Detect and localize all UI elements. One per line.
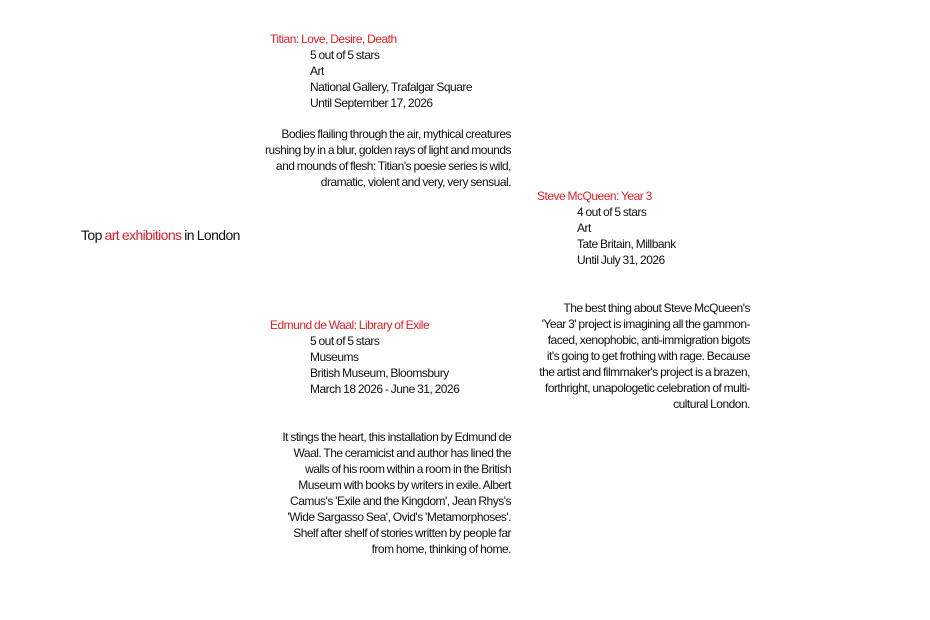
exhibition-rating: 4 out of 5 stars (577, 205, 647, 219)
exhibition-dates: March 18 2026 - June 31, 2026 (310, 382, 460, 396)
exhibition-description-de-waal: It stings the heart, this installation by Edmund de Waal. The ceramicist and author has lined the walls of his room within a room in the British Museum with books by writers in exile. Albert Camus's 'Exile and the Kingdom', Jean Rhys's 'Wide Sargasso Sea', Ovid's 'Metamorphoses'. Shelf after shelf of stories written by people far from home, thinking of home. (282, 430, 511, 556)
page-heading (81, 227, 240, 243)
exhibition-category: Art (310, 64, 324, 78)
exhibition-title-link[interactable]: Titian: Love, Desire, Death (270, 32, 397, 46)
exhibition-category: Museums (310, 350, 359, 364)
exhibition-card-mcqueen (537, 188, 676, 268)
exhibition-venue: British Museum, Bloomsbury (310, 366, 449, 380)
exhibition-description-mcqueen: The best thing about Steve McQueen's 'Year 3' project is imagining all the gammon-faced, xenophobic, anti-immigration bigots it's going to get frothing with rage. Because the artist and filmmaker's project is a brazen, forthright, unapologetic celebration of multi-cultural London. (539, 301, 750, 411)
exhibition-title-link[interactable]: Steve McQueen: Year 3 (537, 189, 652, 203)
exhibition-rating: 5 out of 5 stars (310, 334, 380, 348)
exhibition-venue: National Gallery, Trafalgar Square (310, 80, 473, 94)
art-exhibitions-link[interactable]: art exhibitions (104, 227, 182, 243)
exhibition-category: Art (577, 221, 591, 235)
exhibition-title-link[interactable]: Edmund de Waal: Library of Exile (270, 318, 430, 332)
exhibition-rating: 5 out of 5 stars (310, 48, 380, 62)
exhibition-card-titian (270, 31, 472, 111)
exhibition-venue: Tate Britain, Millbank (577, 237, 676, 251)
exhibition-dates: Until July 31, 2026 (577, 253, 665, 267)
heading-suffix: in London (181, 227, 240, 243)
exhibition-card-de-waal (270, 317, 459, 397)
exhibition-description-titian: Bodies flailing through the air, mythical creatures rushing by in a blur, golden rays of light and mounds and mounds of flesh: Titian's poesie series is wild, dramatic, violent and very, very sensual. (264, 127, 511, 189)
heading-prefix: Top (81, 227, 105, 243)
exhibition-dates: Until September 17, 2026 (310, 96, 433, 110)
